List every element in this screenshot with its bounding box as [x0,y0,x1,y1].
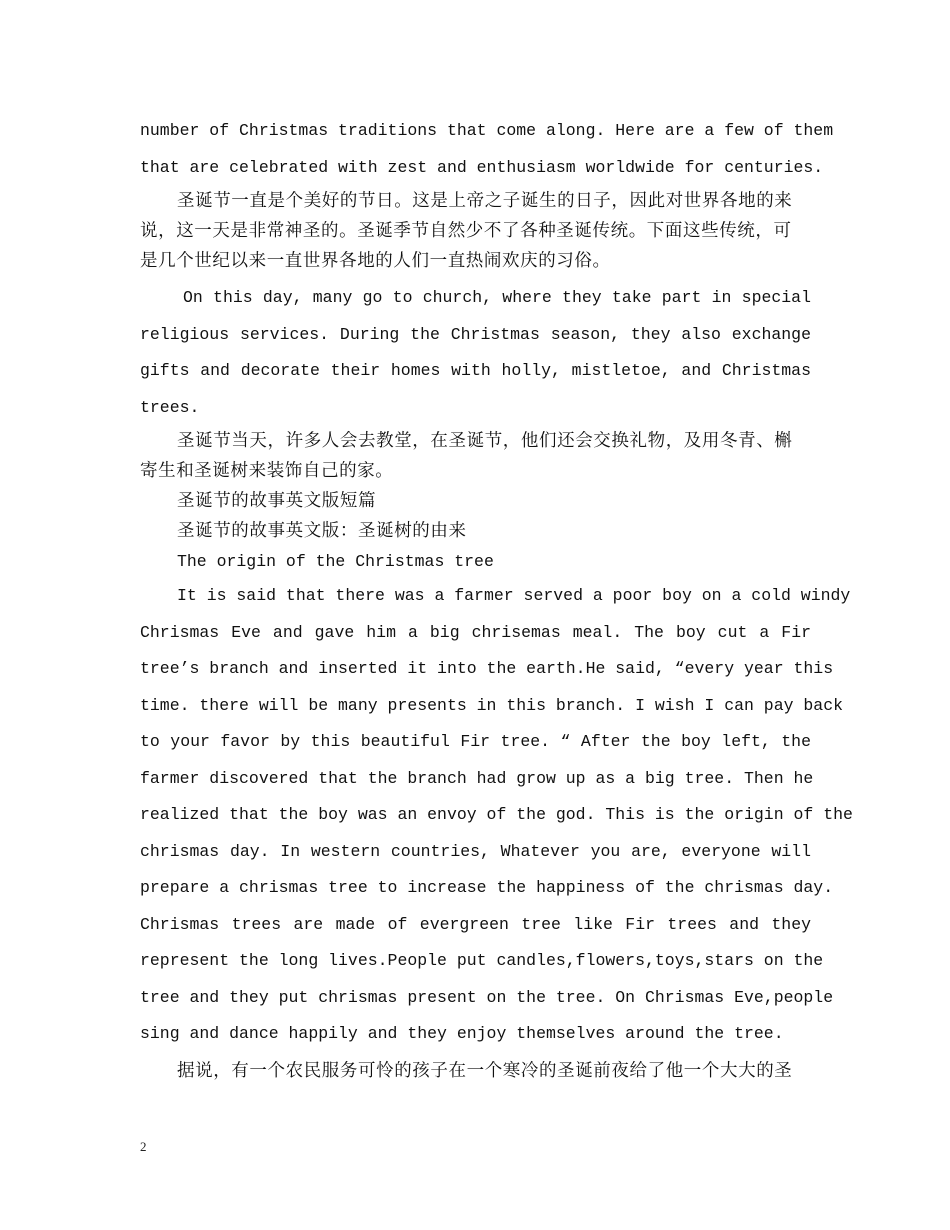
text-line: gifts and decorate their homes with holly, mistletoe, and Christmas [140,361,811,380]
section-heading: 圣诞节的故事英文版短篇 [177,491,377,511]
text-line: time. there will be many presents in this branch. I wish I can pay back [140,695,844,715]
text-line: Chrismas Eve and gave him a big chrisemas meal. The boy cut a Fir [140,622,811,642]
page-number: 2 [140,1139,147,1154]
text-line: 圣诞节一直是个美好的节日。这是上帝之子诞生的日子，因此对世界各地的来 [177,191,793,211]
paragraph-intro-en [140,113,834,186]
text-line: trees. [140,397,200,417]
text-line: number of Christmas traditions that come along. Here are a few of them [140,121,834,140]
text-line: prepare a chrismas tree to increase the happiness of the chrismas day. [140,878,834,897]
paragraph-intro-cn [140,186,811,276]
text-line: 据说，有一个农民服务可怜的孩子在一个寒冷的圣诞前夜给了他一个大大的圣 [177,1060,793,1081]
text-line: realized that the boy was an envoy of the god. This is the origin of the [140,805,853,824]
text-line: 说，这一天是非常神圣的。圣诞季节自然少不了各种圣诞传统。下面这些传统，可 [140,221,792,241]
text-line: tree and they put chrismas present on the tree. On Chrismas Eve,people [140,987,834,1007]
text-line: religious services. During the Christmas season, they also exchange [140,324,811,344]
text-line: farmer discovered that the branch had grow up as a big tree. Then he [140,768,814,788]
text-line: 圣诞节当天，许多人会去教堂，在圣诞节，他们还会交换礼物，及用冬青、槲 [177,431,793,451]
text-line: chrismas day. In western countries, Whatever you are, everyone will [140,841,811,861]
paragraph-church-en [140,280,811,426]
text-line: tree’s branch and inserted it into the earth.He said, “every year this [140,659,834,678]
story-title: The origin of the Christmas tree [177,552,494,571]
section-subheading: 圣诞节的故事英文版：圣诞树的由来 [177,521,467,541]
text-line: On this day, many go to church, where they take part in special [183,288,811,307]
paragraph-story-en [140,578,853,1053]
text-line: represent the long lives.People put candles,flowers,toys,stars on the [140,951,824,970]
text-line: to your favor by this beautiful Fir tree. “ After the boy left, the [140,732,811,751]
text-line: It is said that there was a farmer served a poor boy on a cold windy [177,586,851,605]
text-line: that are celebrated with zest and enthusiasm worldwide for centuries. [140,157,824,177]
text-line: 是几个世纪以来一直世界各地的人们一直热闹欢庆的习俗。 [140,251,611,271]
text-line: sing and dance happily and they enjoy themselves around the tree. [140,1024,784,1043]
text-line: Chrismas trees are made of evergreen tree like Fir trees and they [140,914,811,934]
paragraph-story-cn [140,1053,811,1089]
text-line: 寄生和圣诞树来装饰自己的家。 [140,461,394,481]
document-body [140,113,853,1089]
paragraph-church-cn [140,426,811,486]
